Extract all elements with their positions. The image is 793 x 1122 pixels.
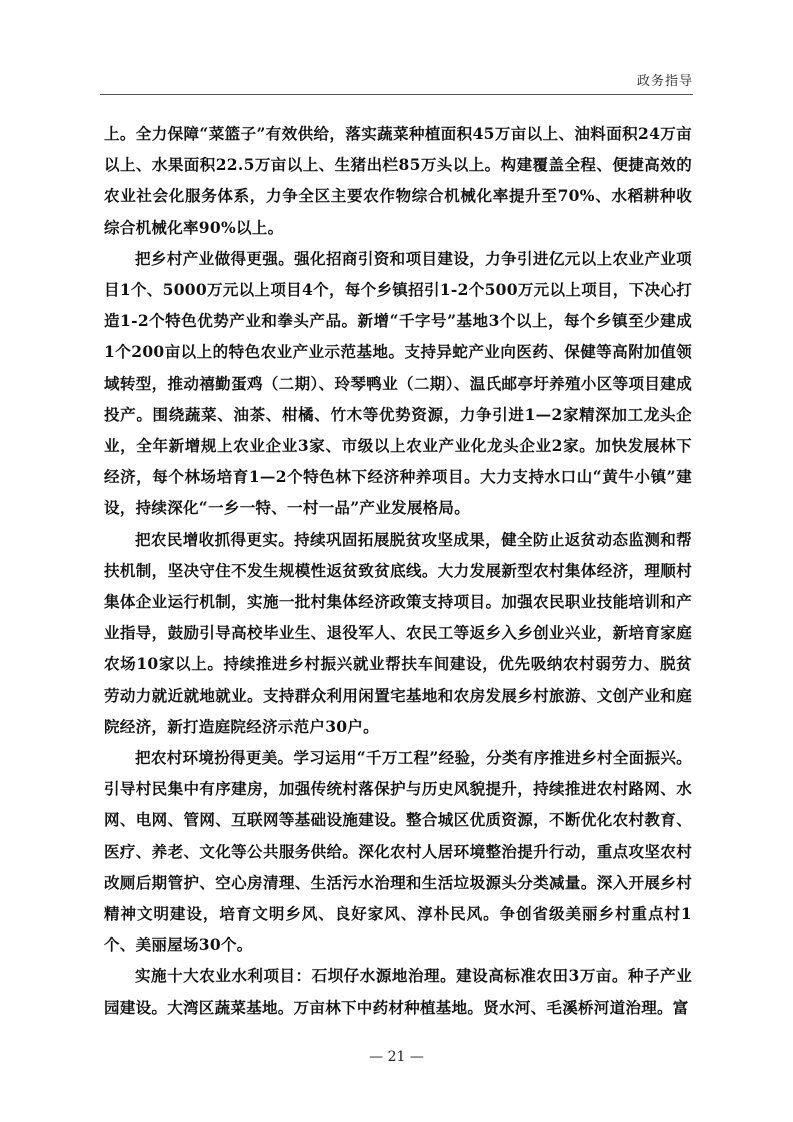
paragraph-text: 石坝仔水源地治理。建设高标准农田3万亩。种子产业园建设。大湾区蔬菜基地。万亩林下中药材种植基地。贤水河、毛溪桥河道治理。富 <box>104 966 692 1017</box>
paragraph-text: 上。全力保障“菜篮子”有效供给，落实蔬菜种植面积45万亩以上、油料面积24万亩以上、水果面积22.5万亩以上、生猪出栏85万头以上。构建覆盖全程、便捷高效的农业社会化服务体系，力争全区主要农作物综合机械化率提升至70%、水稻耕种收综合机械化率90%以上。 <box>104 124 692 237</box>
paragraph-lead: 把乡村产业做得更强。 <box>135 248 295 268</box>
page-number: — 21 — <box>369 1049 424 1065</box>
paragraph-text: 强化招商引资和项目建设，力争引进亿元以上农业产业项目1个、5000万元以上项目4个，每个乡镇招引1-2个500万元以上项目，下决心打造1-2个特色优势产业和拳头产品。新增“千字号”基地3个以上，每个乡镇至少建成1个200亩以上的特色农业产业示范基地。支持异蛇产业向医药、保健等高附加值领域转型，推动禧勤蛋鸡（二期）、玲琴鸭业（二期）、温氏邮亭圩养殖小区等项目建成投产。围绕蔬菜、油茶、柑橘、竹木等优势资源，力争引进1—2家精深加工龙头企业，全年新增规上农业企业3家、市级以上农业产业化龙头企业2家。加快发展林下经济，每个林场培育1—2个特色林下经济种养项目。大力支持水口山“黄牛小镇”建设，持续深化“一乡一特、一村一品”产业发展格局。 <box>104 248 692 518</box>
paragraph-water-projects <box>104 960 692 1022</box>
paragraph-rural-environment <box>104 742 692 960</box>
paragraph-text: 学习运用“千万工程”经验，分类有序推进乡村全面振兴。引导村民集中有序建房，加强传统村落保护与历史风貌提升，持续推进农村路网、水网、电网、管网、互联网等基础设施建设。整合城区优质资源，不断优化农村教育、医疗、养老、文化等公共服务供给。深化农村人居环境整治提升行动，重点攻坚农村改厕后期管护、空心房清理、生活污水治理和生活垃圾源头分类减量。深入开展乡村精神文明建设，培育文明乡风、良好家风、淳朴民风。争创省级美丽乡村重点村1个、美丽屋场30个。 <box>104 748 692 955</box>
paragraph-lead: 实施十大农业水利项目： <box>135 966 312 986</box>
document-body <box>104 118 692 1023</box>
paragraph-continuation <box>104 118 692 243</box>
paragraph-farmer-income <box>104 524 692 742</box>
paragraph-lead: 把农村环境扮得更美。 <box>135 748 294 768</box>
paragraph-rural-industry <box>104 243 692 524</box>
section-label: 政务指导 <box>636 74 693 89</box>
paragraph-text: 持续巩固拓展脱贫攻坚成果，健全防止返贫动态监测和帮扶机制，坚决守住不发生规模性返贫致贫底线。大力发展新型农村集体经济，理顺村集体企业运行机制，实施一批村集体经济政策支持项目。加强农民职业技能培训和产业指导，鼓励引导高校毕业生、退役军人、农民工等返乡入乡创业兴业，新培育家庭农场10家以上。持续推进乡村振兴就业帮扶车间建设，优先吸纳农村弱劳力、脱贫劳动力就近就地就业。支持群众利用闲置宅基地和农房发展乡村旅游、文创产业和庭院经济，新打造庭院经济示范户30户。 <box>104 529 692 736</box>
header-divider <box>100 94 693 95</box>
paragraph-lead: 把农民增收抓得更实。 <box>135 529 295 549</box>
